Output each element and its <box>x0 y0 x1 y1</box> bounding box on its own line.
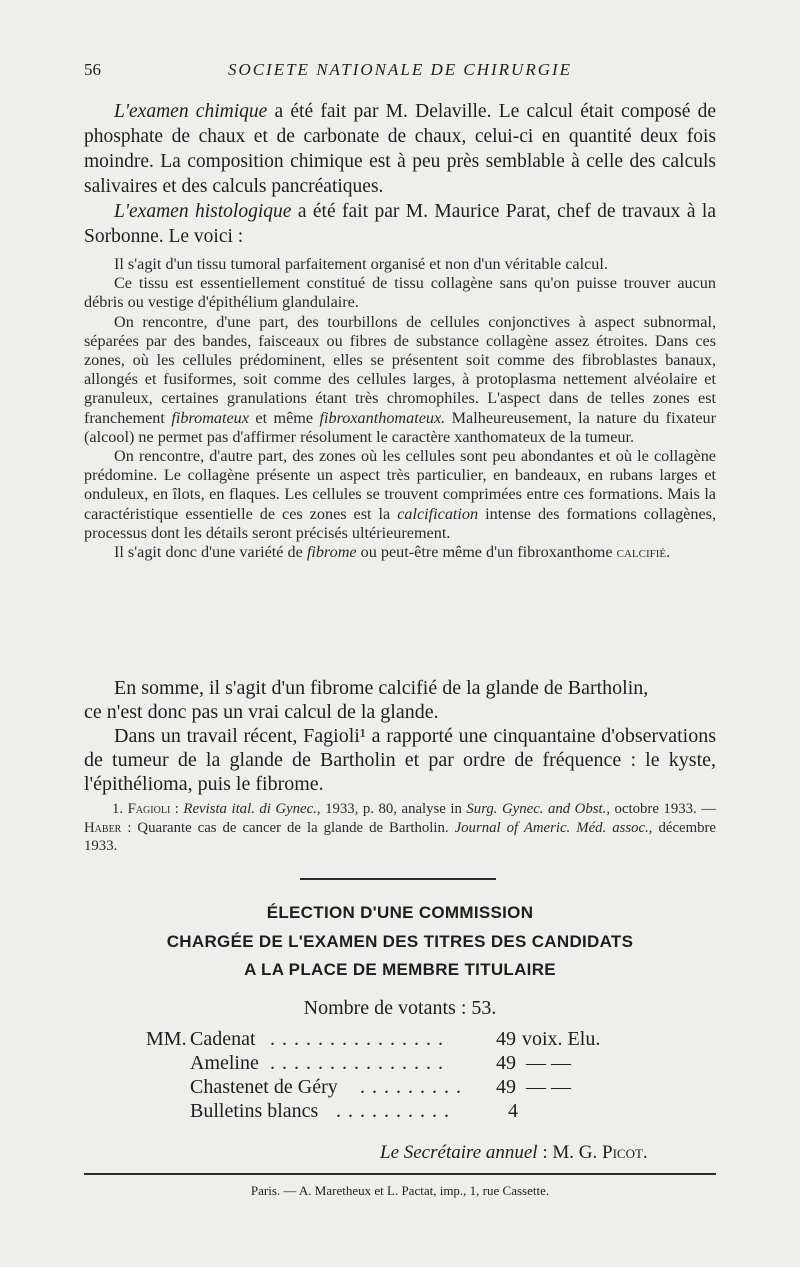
footnote-text-part: , octobre 1933. — <box>606 801 717 817</box>
leader-dots: . . . . . . . . . <box>360 1076 462 1098</box>
report-text: intense des formations collagènes, processus dont les détails seront précisés ultérieurement. <box>84 504 716 542</box>
section-divider <box>300 878 496 880</box>
chemical-exam-text: a été fait par M. Delaville. Le calcul était composé de phosphate de chaux et de carbonate de chaux, celui-ci en quantité deux fois moindre. La composition chimique est à peu près semblable à celle des calculs salivaires et des calculs pancréatiques. <box>84 101 716 197</box>
report-paragraph-1: Il s'agit d'un tissu tumoral parfaitement organisé et non d'un véritable calcul. <box>114 255 608 273</box>
vote-count: 49 <box>496 1076 516 1098</box>
election-title-line-1: ÉLECTION D'UNE COMMISSION <box>266 903 534 922</box>
report-paragraph-3 <box>84 313 716 447</box>
printer-imprint: Paris. — A. Maretheux et L. Pactat, imp., 1, rue Cassette. <box>250 1183 550 1198</box>
footnote-text <box>84 800 716 856</box>
histological-exam-label: L'examen histologique <box>114 201 292 222</box>
running-title: SOCIETE NATIONALE DE CHIRURGIE <box>227 60 573 79</box>
leader-dots: . . . . . . . . . . . . . . . <box>270 1052 444 1074</box>
footnote-text-part: , 1933, p. 80, analyse in <box>316 801 467 817</box>
vote-count: 4 <box>508 1100 518 1122</box>
report-emphasis: calcification <box>397 504 479 523</box>
secretary-text: : M. G. <box>537 1142 602 1163</box>
report-text: et même <box>248 408 320 427</box>
report-paragraph-4 <box>84 447 716 543</box>
leader-dots: . . . . . . . . . . <box>336 1100 450 1122</box>
vote-count: 49 <box>496 1052 516 1074</box>
vote-row <box>0 1100 800 1124</box>
vote-row <box>0 1028 800 1052</box>
footnote-number: 1. <box>112 801 128 817</box>
vote-result: — — <box>526 1076 571 1098</box>
page-number: 56 <box>84 60 101 79</box>
leader-dots: . . . . . . . . . . . . . . . <box>270 1028 444 1050</box>
histology-report <box>84 255 716 562</box>
voter-count: Nombre de votants : 53. <box>303 997 497 1019</box>
summary-paragraph-fagioli: Dans un travail récent, Fagioli¹ a rapporté une cinquantaine d'observations de tumeur de la glande de Bartholin et par ordre de fréquence : le kyste, l'épithélioma, puis le fibrome. <box>84 725 716 795</box>
report-smallcaps: calcifié. <box>616 543 671 562</box>
summary-line-1: En somme, il s'agit d'un fibrome calcifié de la glande de Bartholin, <box>114 677 649 699</box>
report-emphasis: fibrome <box>306 543 357 562</box>
chemical-exam-label: L'examen chimique <box>114 101 268 122</box>
footnote-text-part: : Quarante cas de cancer de la glande de Bartholin. <box>121 819 455 836</box>
vote-row <box>0 1076 800 1100</box>
report-paragraph-2: Ce tissu est essentiellement constitué de tissu collagène sans qu'on puisse trouver aucun débris ou vestige d'épithélium glandulaire. <box>84 274 716 312</box>
footnote-journal: Surg. Gynec. and Obst. <box>466 801 607 817</box>
candidate-name: Bulletins blancs <box>190 1100 319 1122</box>
candidate-name: Ameline <box>190 1052 259 1074</box>
report-text: Malheureusement, la nature du fixateur (alcool) ne permet pas d'affirmer résolument le caractère xanthomateux de la tumeur. <box>84 408 717 446</box>
paragraph-histological-exam <box>84 199 716 249</box>
page-header <box>84 60 716 84</box>
election-title-line-3: A LA PLACE DE MEMBRE TITULAIRE <box>244 960 556 979</box>
summary-line-2: ce n'est donc pas un vrai calcul de la glande. <box>84 701 439 723</box>
footnote <box>84 800 716 856</box>
footnote-author: Fagioli <box>127 801 171 817</box>
report-emphasis: fibroxanthomateux. <box>319 408 446 427</box>
imprint-rule <box>84 1173 716 1175</box>
paragraph-chemical-exam <box>84 99 716 199</box>
secretary-role: Le Secrétaire annuel <box>380 1142 538 1163</box>
secretary-signature <box>380 1142 648 1164</box>
candidate-name: Cadenat <box>190 1028 256 1050</box>
footnote-journal: Journal of Americ. Méd. assoc. <box>454 819 649 836</box>
report-text: On rencontre, d'autre part, des zones où les cellules sont peu abondantes et où le collagène prédomine. Le collagène présente un aspect très particulier, en bandeaux, en rubans larges et onduleux, en îlots, en flaques. Les cellules se trouvent comprimées entre ces formations. Mais la caractéristique essentielle de ces zones est la <box>84 447 716 523</box>
intro-section <box>84 99 716 249</box>
vote-result: voix. Elu. <box>522 1028 601 1050</box>
vote-count: 49 <box>496 1028 516 1050</box>
vote-row <box>0 1052 800 1076</box>
candidate-name: Chastenet de Géry <box>190 1076 338 1098</box>
histological-exam-text: a été fait par M. Maurice Parat, chef de travaux à la Sorbonne. Le voici : <box>84 201 716 247</box>
footnote-author: Haber <box>84 819 122 836</box>
footnote-text-part: , décembre 1933. <box>84 819 716 854</box>
summary-section <box>84 676 716 796</box>
vote-result: — — <box>526 1052 571 1074</box>
report-paragraph-5 <box>84 543 716 562</box>
report-text: On rencontre, d'une part, des tourbillons de cellules conjonctives à aspect subnormal, séparées par des bandes, faisceaux ou fibres de substance collagène assez étroites. Dans ces zones, où les cellules prédominent, elles se présentent soit comme des fibroblastes banaux, allongés et fusiformes, soit comme des cellules larges, à protoplasma nettement alvéolaire et granuleux, certaines granulations étant très chromophiles. L'aspect dans de telles zones est franchement <box>84 312 716 427</box>
report-text: Il s'agit donc d'une variété de <box>114 543 307 562</box>
footnote-text-part: : <box>170 801 184 817</box>
secretary-name: Picot. <box>602 1142 648 1163</box>
vote-prefix: MM. <box>146 1028 187 1050</box>
report-text: ou peut-être même d'un fibroxanthome <box>356 543 617 562</box>
footnote-journal: Revista ital. di Gynec. <box>183 801 317 817</box>
election-title-line-2: CHARGÉE DE L'EXAMEN DES TITRES DES CANDIDATS <box>166 932 634 951</box>
report-emphasis: fibromateux <box>171 408 249 427</box>
